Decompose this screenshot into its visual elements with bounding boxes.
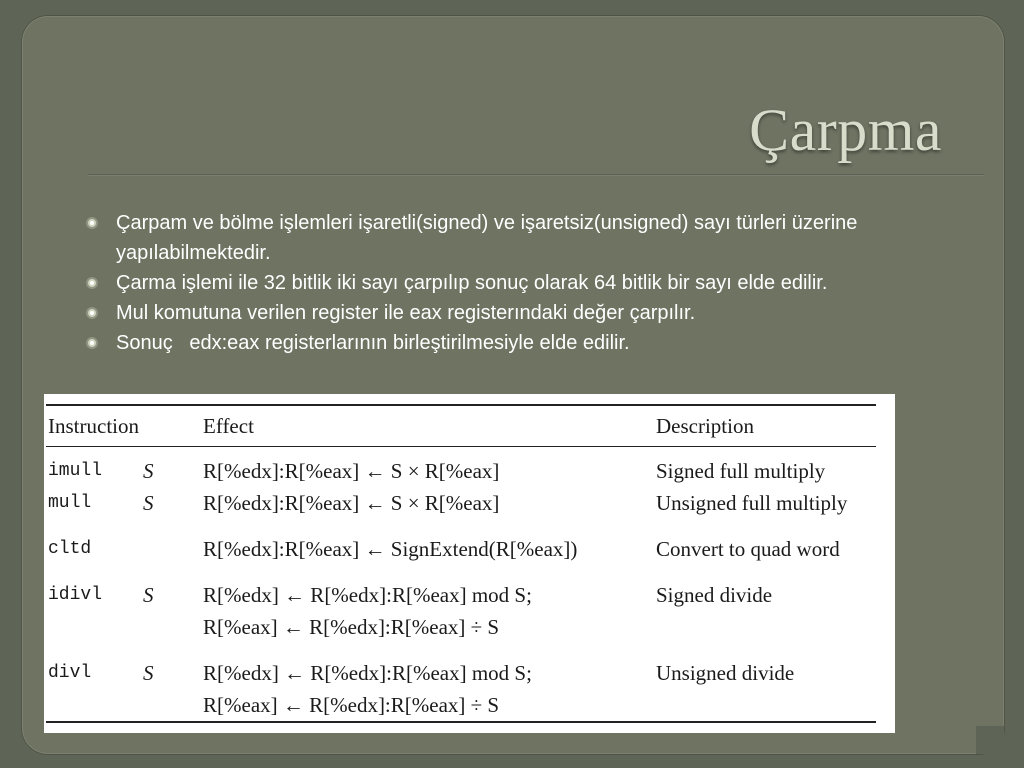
title-divider: [88, 174, 984, 176]
table-row: [46, 447, 876, 455]
description-cell: Signed divide: [656, 582, 773, 607]
description-cell: Signed full multiply: [656, 458, 826, 483]
effect-cell: [203, 565, 656, 643]
table-row: [46, 519, 876, 565]
effect-cell: [203, 455, 656, 487]
header-description: Description: [656, 405, 876, 447]
table-header-row: [46, 405, 876, 447]
description-cell: Unsigned full multiply: [656, 490, 848, 515]
bullet-text: Sonuç edx:eax registerlarının birleştirilmesiyle elde edilir.: [116, 332, 630, 354]
operand-cell: S: [143, 490, 154, 515]
table-row: [46, 455, 876, 487]
effect-cell: [203, 519, 656, 565]
table-row: [46, 487, 876, 519]
bullet-text: Çarma işlemi ile 32 bitlik iki sayı çarpılıp sonuç olarak 64 bitlik bir sayı elde edilir.: [116, 272, 828, 294]
bullet-item: [86, 208, 986, 268]
bullet-text: Çarpam ve bölme işlemleri işaretli(signed) ve işaretsiz(unsigned) sayı türleri üzerine yapılabilmektedir.: [116, 212, 858, 264]
effect-line: R[%eax] ← R[%edx]:R[%eax] ÷ S: [203, 692, 500, 717]
effect-line: R[%eax] ← R[%edx]:R[%eax] ÷ S: [203, 614, 500, 639]
instruction-table-image: [44, 394, 895, 733]
bullet-item: [86, 298, 986, 328]
bullet-icon: [86, 307, 98, 319]
instruction-cell: imull: [48, 460, 103, 481]
effect-line: R[%edx]:R[%eax] ← SignExtend(R[%eax]): [203, 536, 578, 561]
operand-cell: S: [143, 458, 154, 483]
description-cell: Convert to quad word: [656, 536, 840, 561]
bullet-icon: [86, 337, 98, 349]
instruction-cell: cltd: [48, 538, 92, 559]
bullet-icon: [86, 277, 98, 289]
slide-title: Çarpma: [749, 97, 942, 163]
instruction-cell: mull: [48, 492, 92, 513]
operand-cell: S: [143, 643, 203, 722]
bullet-icon: [86, 217, 98, 229]
table-row: [46, 565, 876, 643]
effect-line: R[%edx]:R[%eax] ← S × R[%eax]: [203, 490, 500, 515]
effect-cell: [203, 643, 656, 722]
effect-line: R[%edx]:R[%eax] ← S × R[%eax]: [203, 458, 500, 483]
table-row: [46, 643, 876, 722]
effect-line: R[%edx] ← R[%edx]:R[%eax] mod S;: [203, 660, 532, 685]
header-effect: Effect: [203, 405, 656, 447]
instruction-table: [46, 404, 876, 723]
bullet-text: Mul komutuna verilen register ile eax registerındaki değer çarpılır.: [116, 302, 696, 324]
operand-cell: [143, 519, 203, 565]
description-cell: Unsigned divide: [656, 643, 876, 722]
header-instruction: Instruction: [46, 405, 203, 447]
effect-line: R[%edx] ← R[%edx]:R[%eax] mod S;: [203, 582, 532, 607]
effect-cell: [203, 487, 656, 519]
instruction-cell: divl: [46, 643, 143, 722]
bullet-item: [86, 268, 986, 298]
instruction-cell: idivl: [48, 584, 103, 605]
operand-cell: S: [143, 582, 154, 607]
bullet-list: [86, 208, 986, 358]
bullet-item: [86, 328, 986, 358]
